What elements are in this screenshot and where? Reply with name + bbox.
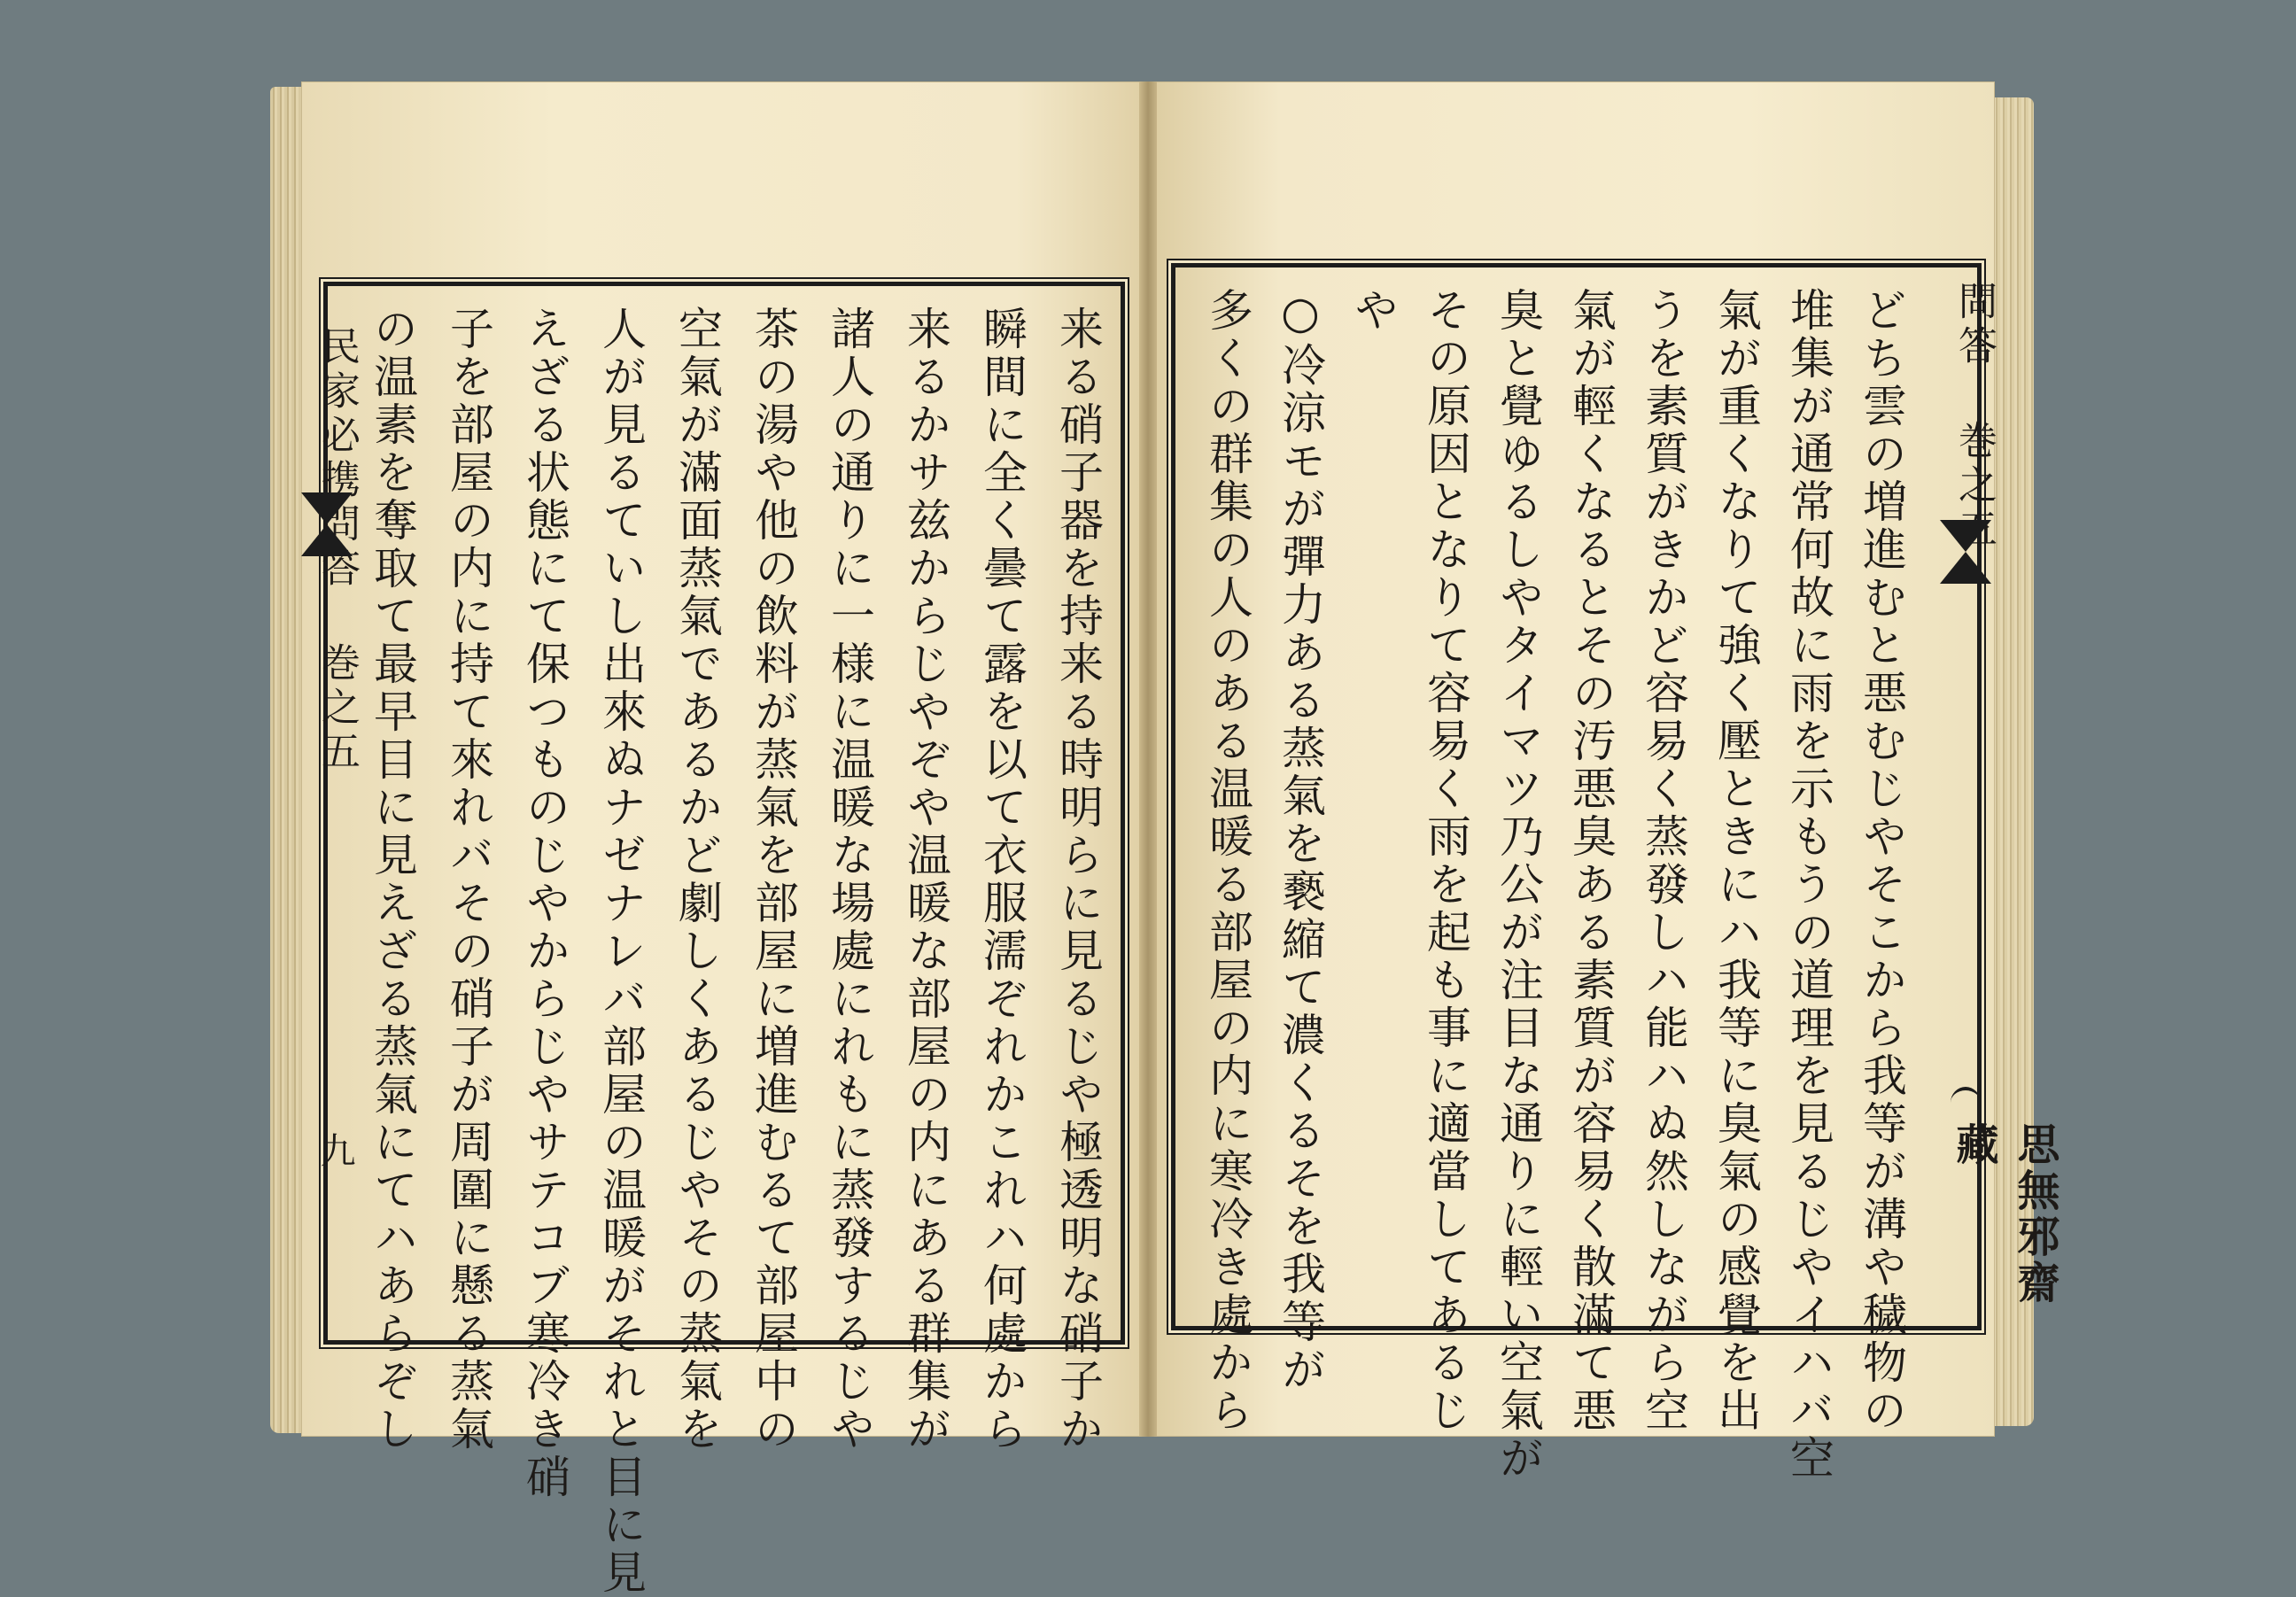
left-column-4: 諸人の通りに一様に温暖な場處にれもに蒸發するじや xyxy=(824,306,875,1454)
left-column-10: の温素を奪取て最早目に見えざる蒸氣にてハあらぞし xyxy=(367,306,418,1454)
right-column-9: ○冷涼モが彈力ある蒸氣を褻縮て濃くるそを我等が xyxy=(1275,287,1326,1394)
left-column-8: えざる状態にて保つものじやからじやサテコブ寒冷き硝 xyxy=(519,306,570,1501)
left-hashira-title: 民家必携問答 巻之五 xyxy=(314,326,360,775)
left-column-6: 空氣が滿面蒸氣であるかど劇しくあるじやその蒸氣を xyxy=(671,306,723,1454)
book-gutter xyxy=(1139,81,1157,1437)
right-column-7: その原因となりて容易く雨を起も事に適當してあるじ xyxy=(1420,287,1471,1435)
left-folio: 九 xyxy=(314,1132,355,1167)
right-column-8: や xyxy=(1347,287,1399,335)
right-column-4: うを素質がきかど容易く蒸發しハ能ハぬ然しながら空 xyxy=(1638,287,1689,1435)
right-column-2: 堆集が通常何故に雨を示もうの道理を見るじやイハバ空 xyxy=(1783,287,1834,1483)
left-column-5: 茶の湯や他の飲料が蒸氣を部屋に増進むるて部屋中の xyxy=(748,306,799,1454)
fishtail-mark-icon xyxy=(301,524,353,556)
left-column-2: 瞬間に全く曇て露を以て衣服濡ぞれかこれハ何處から xyxy=(976,306,1028,1454)
fishtail-mark-icon xyxy=(1940,552,1991,584)
right-column-3: 氣が重くなりて強く壓ときにハ我等に臭氣の感覺を出 xyxy=(1710,287,1762,1435)
left-column-9: 子を部屋の内に持て來れバその硝子が周圍に懸る蒸氣 xyxy=(443,306,494,1454)
right-column-10: 多くの群集の人のある温暖る部屋の内に寒冷き處から xyxy=(1202,287,1253,1435)
left-text-block xyxy=(323,282,1125,1597)
right-column-6: 臭と覺ゆるしやタイマツ乃公が注目な通りに輕い空氣が xyxy=(1493,287,1544,1483)
right-column-1: どち雲の増進むと悪むじやそこから我等が溝や穢物の xyxy=(1856,287,1907,1435)
fishtail-mark-icon xyxy=(1940,520,1991,552)
left-column-7: 人が見るていし出來ぬナゼナレバ部屋の温暖がそれと目に見 xyxy=(595,306,647,1597)
publisher-mark: 思無邪齋藏 xyxy=(1949,1122,2059,1306)
right-column-5: 氣が輕くなるとその汚悪臭ある素質が容易く散滿て悪 xyxy=(1565,287,1617,1435)
left-hashira xyxy=(301,282,360,1345)
left-column-3: 来るかサ兹からじやぞや温暖な部屋の内にある群集が xyxy=(900,306,951,1454)
right-hashira-title: 問答 巻之五 xyxy=(1951,281,1997,553)
fishtail-mark-icon xyxy=(301,492,353,524)
right-hashira xyxy=(1940,263,2059,1326)
left-page-edges xyxy=(270,87,306,1433)
left-column-1: 来る硝子器を持来る時明らに見るじや極透明な硝子か xyxy=(1052,306,1104,1454)
bracket-mark-icon xyxy=(1951,1087,1981,1119)
right-text-block xyxy=(1171,263,1982,1483)
